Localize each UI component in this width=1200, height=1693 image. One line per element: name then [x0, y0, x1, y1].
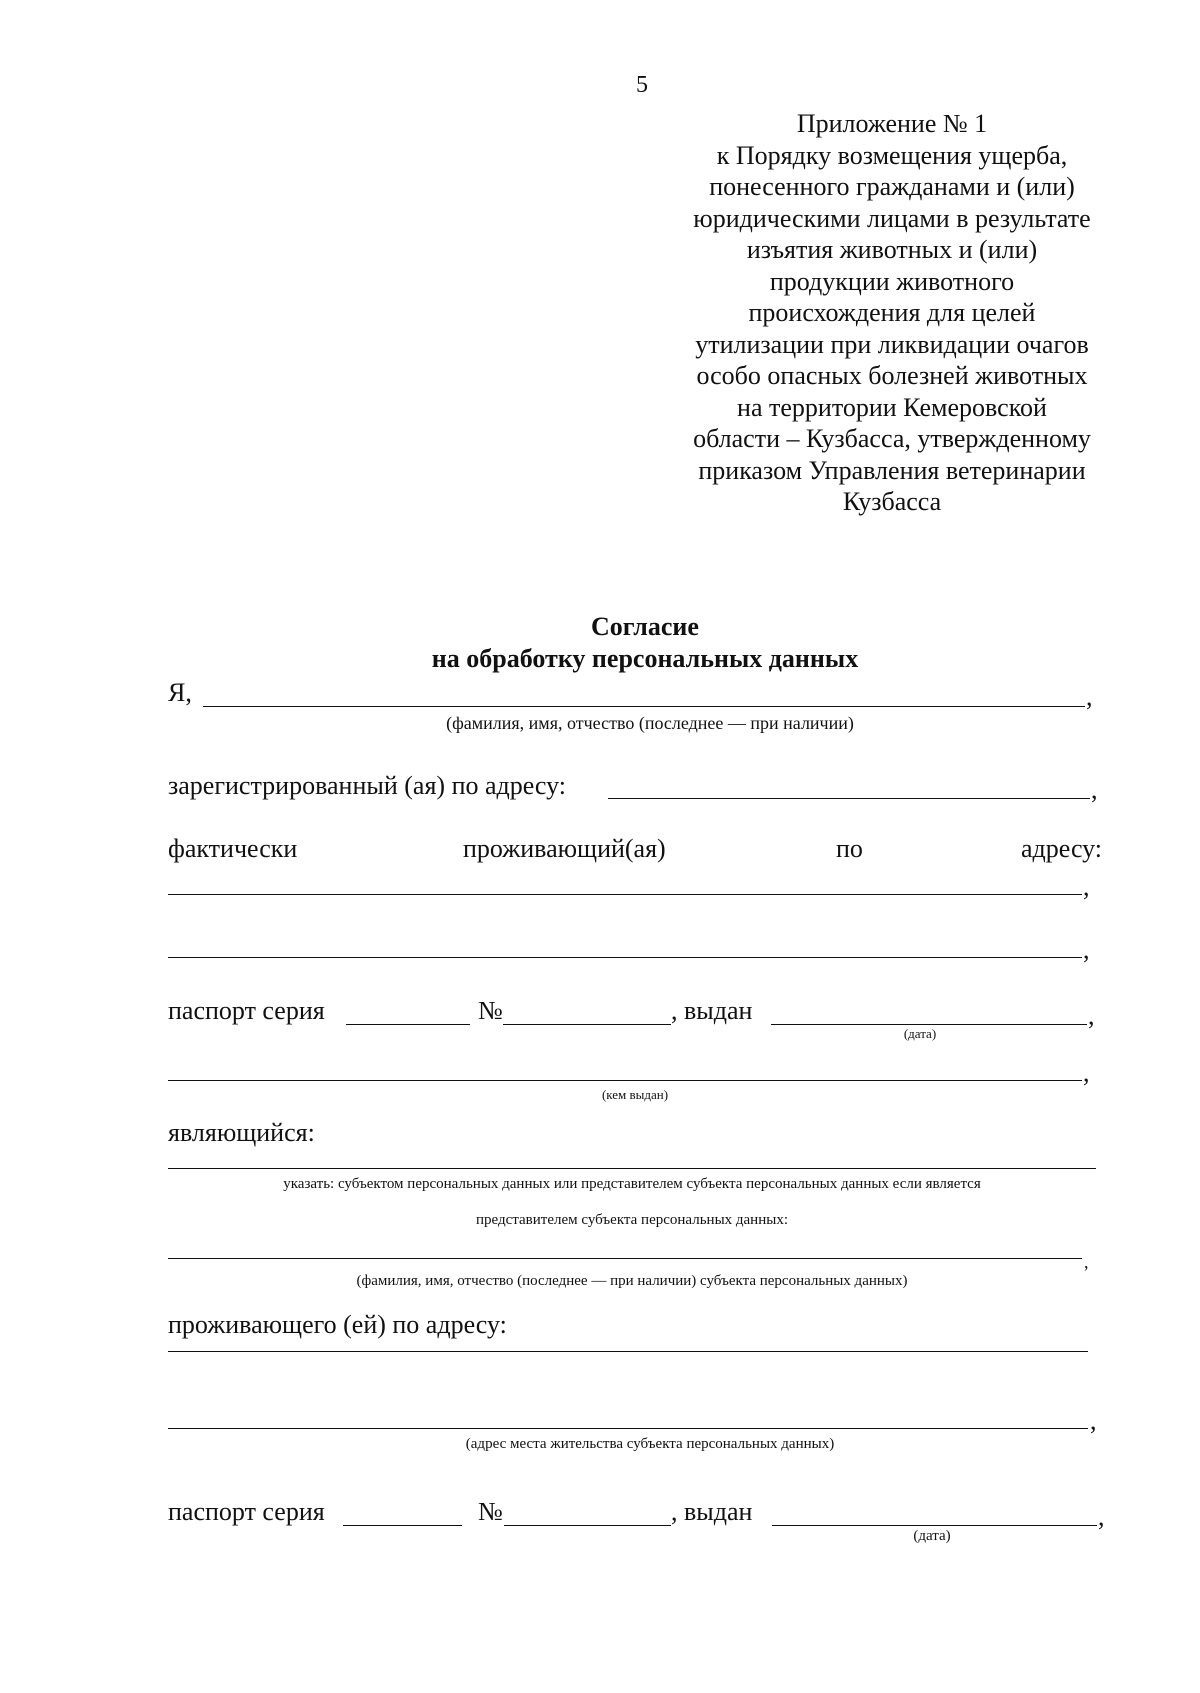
subject-passport-issue-date-field-line[interactable]: [772, 1525, 1097, 1526]
comma: ,: [1090, 1406, 1097, 1435]
appendix-line: юридическими лицами в результате: [693, 203, 1091, 233]
comma: ,: [1091, 775, 1098, 804]
actual-address-word: фактически: [168, 834, 298, 863]
page-number: 5: [636, 72, 648, 98]
appendix-line: утилизации при ликвидации очагов: [695, 329, 1089, 359]
document-title: Согласие: [591, 612, 699, 641]
passport-number-field-line[interactable]: [503, 1024, 671, 1025]
actual-address-field-line-2[interactable]: [168, 957, 1082, 958]
appendix-line: приказом Управления ветеринарии: [698, 455, 1086, 485]
subject-address-caption: (адрес места жительства субъекта персональных данных): [465, 1436, 835, 1452]
appendix-line: к Порядку возмещения ущерба,: [716, 140, 1068, 170]
subject-passport-series-label: паспорт серия: [168, 1497, 325, 1526]
registered-address-label: зарегистрированный (ая) по адресу:: [168, 771, 567, 800]
appendix-line: Кузбасса: [842, 487, 942, 516]
subject-passport-series-field-line[interactable]: [343, 1525, 462, 1526]
comma: ,: [1083, 1058, 1090, 1087]
subject-address-field-line-2[interactable]: [168, 1428, 1088, 1429]
appendix-header: [662, 108, 1122, 518]
subject-fio-caption: (фамилия, имя, отчество (последнее — при наличии) субъекта персональных данных): [356, 1273, 908, 1289]
actual-address-word: адресу:: [1021, 834, 1103, 863]
appendix-line: продукции животного: [769, 266, 1015, 296]
comma: ,: [1083, 935, 1090, 964]
date-caption: (дата): [903, 1026, 937, 1041]
comma: ,: [1088, 1001, 1095, 1030]
actual-address-field-line[interactable]: [168, 894, 1082, 895]
issued-by-caption: (кем выдан): [601, 1087, 669, 1102]
being-caption-line2: представителем субъекта персональных данных:: [476, 1212, 788, 1228]
subject-passport-number-field-line[interactable]: [504, 1525, 671, 1526]
passport-series-field-line[interactable]: [346, 1024, 470, 1025]
passport-issued-label: , выдан: [671, 996, 753, 1025]
comma: ,: [1084, 1252, 1089, 1272]
comma: ,: [1083, 872, 1090, 901]
appendix-line: происхождения для целей: [748, 298, 1036, 327]
registered-address-field-line[interactable]: [608, 798, 1090, 799]
document-subtitle: на обработку персональных данных: [431, 644, 859, 673]
i-label: Я,: [168, 678, 192, 707]
subject-passport-issued-label: , выдан: [671, 1497, 753, 1526]
fio-field-line[interactable]: [203, 706, 1085, 707]
subject-address-label: проживающего (ей) по адресу:: [168, 1310, 507, 1339]
appendix-line: Приложение № 1: [796, 109, 988, 138]
actual-address-word: по: [836, 834, 863, 863]
passport-issue-date-field-line[interactable]: [771, 1024, 1087, 1025]
comma: ,: [1098, 1502, 1105, 1531]
actual-address-word: проживающий(ая): [463, 834, 666, 863]
date-caption: (дата): [913, 1528, 951, 1544]
being-caption-line1: указать: субъектом персональных данных или представителем субъекта персональных данных если является: [283, 1176, 981, 1192]
appendix-line: изъятия животных и (или): [746, 235, 1038, 264]
being-field-line[interactable]: [168, 1168, 1096, 1169]
appendix-line: особо опасных болезней животных: [696, 361, 1088, 390]
subject-fio-field-line[interactable]: [168, 1258, 1082, 1259]
subject-address-field-line[interactable]: [168, 1351, 1088, 1352]
passport-number-label: №: [478, 996, 503, 1025]
appendix-line: на территории Кемеровской: [737, 392, 1047, 422]
issued-by-field-line[interactable]: [168, 1080, 1082, 1081]
appendix-line: области – Кузбасса, утвержденному: [693, 424, 1091, 453]
subject-passport-number-label: №: [478, 1497, 503, 1526]
appendix-line: понесенного гражданами и (или): [709, 172, 1075, 201]
fio-caption: (фамилия, имя, отчество (последнее — при наличии): [446, 713, 854, 733]
comma: ,: [1086, 682, 1093, 711]
being-label: являющийся:: [168, 1118, 315, 1147]
passport-series-label: паспорт серия: [168, 996, 325, 1025]
